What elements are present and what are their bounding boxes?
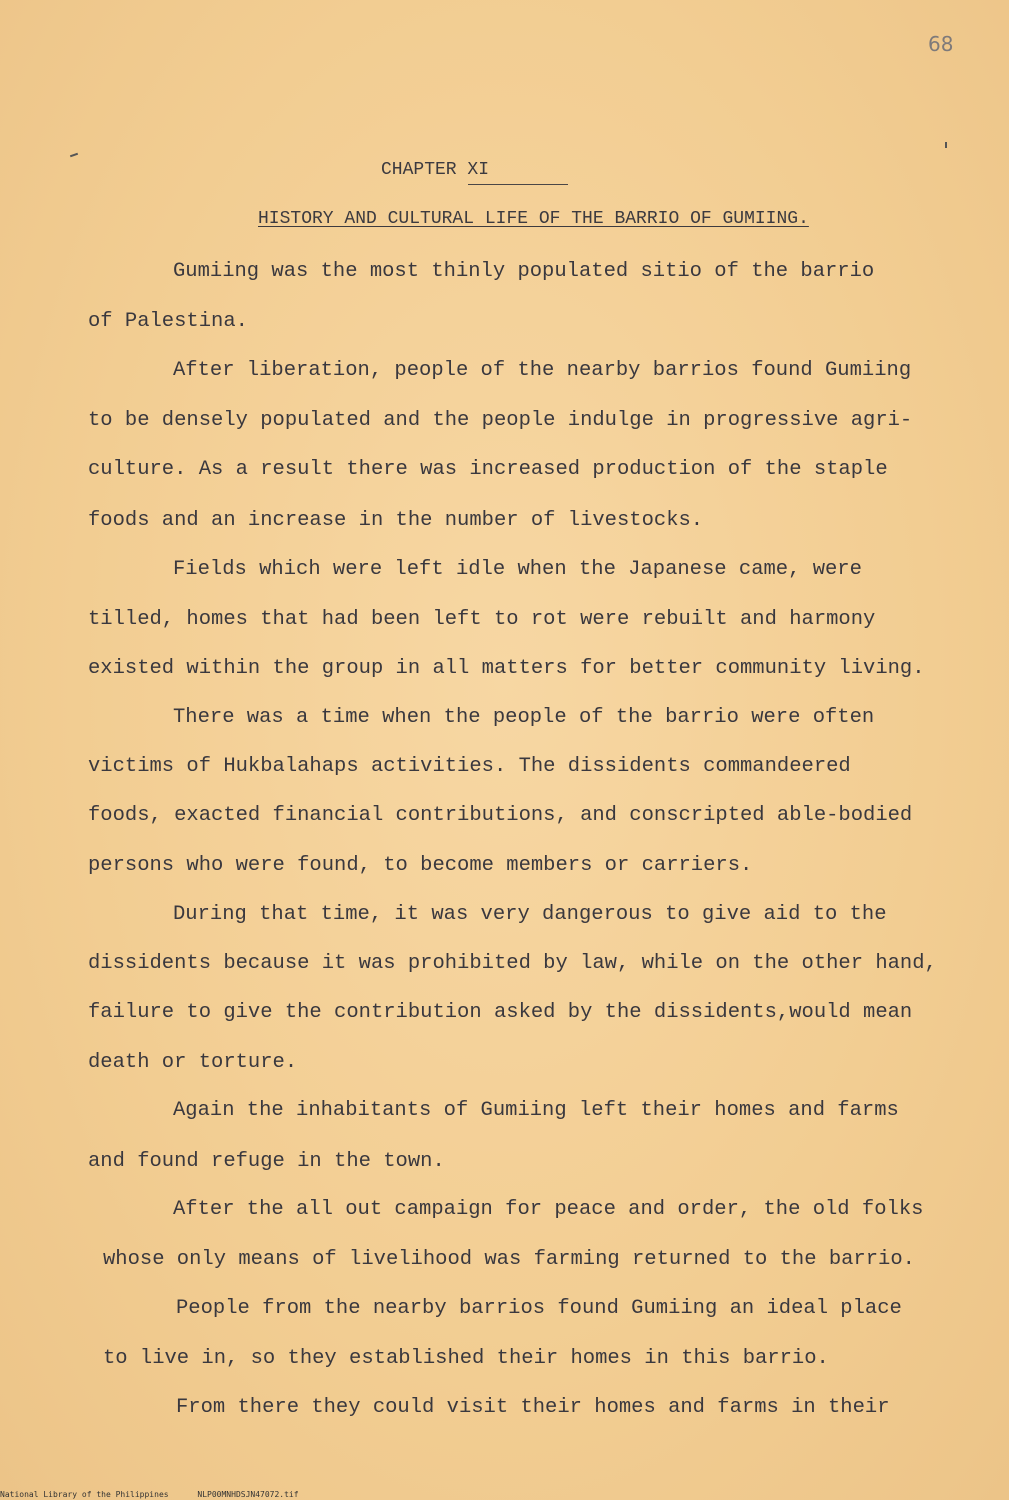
body-line: persons who were found, to become members or carriers.: [88, 854, 753, 877]
body-line: After the all out campaign for peace and order, the old folks: [173, 1198, 924, 1221]
body-line: foods, exacted financial contributions, and conscripted able-bodied: [88, 804, 913, 827]
body-line: After liberation, people of the nearby barrios found Gumiing: [173, 359, 912, 382]
body-line: Gumiing was the most thinly populated sitio of the barrio: [173, 260, 875, 283]
body-line: During that time, it was very dangerous to give aid to the: [173, 903, 887, 926]
page-number: 68: [928, 32, 954, 56]
body-line: failure to give the contribution asked by the dissidents,would mean: [88, 1001, 913, 1024]
body-line: death or torture.: [88, 1051, 298, 1074]
body-line: existed within the group in all matters for better community living.: [88, 657, 925, 680]
body-line: foods and an increase in the number of livestocks.: [88, 509, 704, 532]
body-line: culture. As a result there was increased production of the staple: [88, 458, 888, 481]
body-line: There was a time when the people of the barrio were often: [173, 706, 875, 729]
footer-filename: NLP00MNHDSJN47072.tif: [197, 1490, 299, 1499]
body-line: People from the nearby barrios found Gumiing an ideal place: [176, 1297, 902, 1320]
body-line: victims of Hukbalahaps activities. The dissidents commandeered: [88, 755, 851, 778]
body-line: to live in, so they established their homes in this barrio.: [103, 1347, 829, 1370]
chapter-title: HISTORY AND CULTURAL LIFE OF THE BARRIO OF GUMIING.: [258, 209, 809, 229]
body-line: whose only means of livelihood was farming returned to the barrio.: [103, 1248, 915, 1271]
body-line: Fields which were left idle when the Japanese came, were: [173, 558, 862, 581]
body-line: tilled, homes that had been left to rot were rebuilt and harmony: [88, 608, 876, 631]
body-line: of Palestina.: [88, 310, 248, 333]
body-line: dissidents because it was prohibited by law, while on the other hand,: [88, 952, 937, 975]
chapter-underline: [468, 184, 568, 185]
body-line: and found refuge in the town.: [88, 1150, 445, 1173]
body-line: Again the inhabitants of Gumiing left their homes and farms: [173, 1099, 899, 1122]
scan-mark: [945, 142, 947, 148]
body-line: to be densely populated and the people indulge in progressive agri-: [88, 409, 913, 432]
footer: [0, 1490, 323, 1499]
footer-library: National Library of the Philippines: [0, 1490, 169, 1499]
body-line: From there they could visit their homes and farms in their: [176, 1396, 890, 1419]
scan-mark: [70, 153, 78, 158]
chapter-heading: CHAPTER XI: [381, 160, 490, 180]
